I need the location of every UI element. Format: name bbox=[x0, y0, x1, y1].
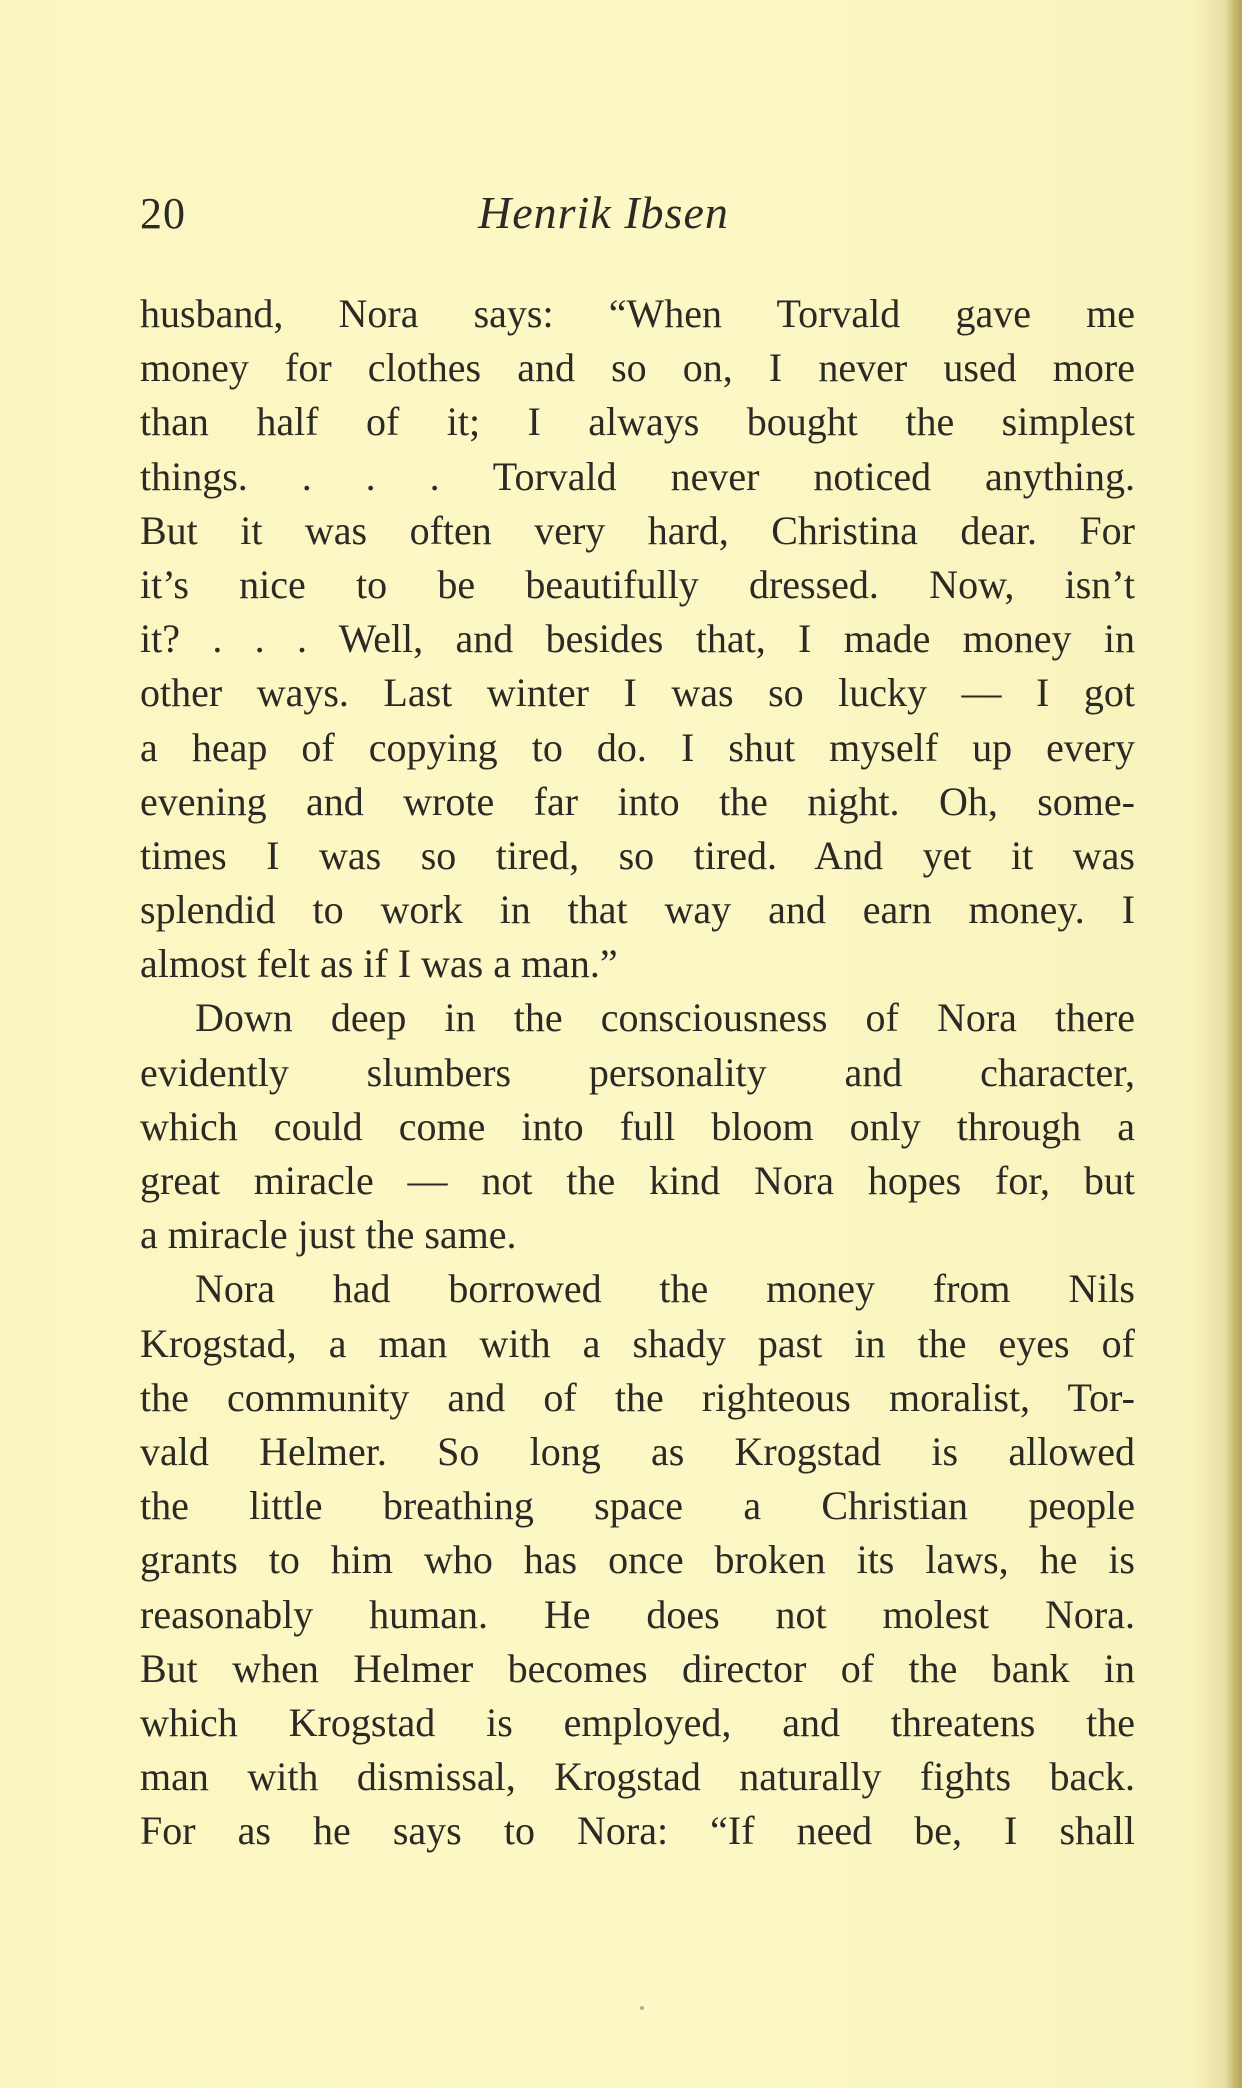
body-text bbox=[140, 287, 1135, 1858]
text-line: But when Helmer becomes director of the bank in bbox=[140, 1645, 1135, 1691]
text-line: which could come into full bloom only through a bbox=[140, 1103, 1135, 1149]
text-line: husband, Nora says: “When Torvald gave me bbox=[140, 291, 1135, 336]
text-line: the little breathing space a Christian people bbox=[140, 1483, 1135, 1529]
text-line: evening and wrote far into the night. Oh, some- bbox=[140, 778, 1135, 824]
text-line: Krogstad, a man with a shady past in the eyes of bbox=[140, 1320, 1135, 1366]
text-line: it? . . . Well, and besides that, I made money in bbox=[140, 616, 1135, 662]
text-line: great miracle — not the kind Nora hopes for, but bbox=[140, 1158, 1135, 1203]
text-line: evidently slumbers personality and character, bbox=[140, 1049, 1135, 1095]
text-line: splendid to work in that way and earn money. I bbox=[140, 887, 1135, 933]
text-line: other ways. Last winter I was so lucky — I got bbox=[140, 670, 1135, 716]
text-line: For as he says to Nora: “If need be, I shall bbox=[140, 1808, 1135, 1854]
text-line: a miracle just the same. bbox=[140, 1212, 517, 1258]
text-line: times I was so tired, so tired. And yet it was bbox=[140, 832, 1135, 878]
text-line: money for clothes and so on, I never used more bbox=[140, 345, 1135, 391]
text-line: reasonably human. He does not molest Nora. bbox=[140, 1591, 1135, 1637]
paragraph-start-line: Down deep in the consciousness of Nora there bbox=[195, 995, 1135, 1041]
text-line: almost felt as if I was a man.” bbox=[140, 941, 618, 987]
text-line: But it was often very hard, Christina dear. For bbox=[140, 507, 1135, 553]
text-line: a heap of copying to do. I shut myself up every bbox=[140, 724, 1135, 770]
text-line: the community and of the righteous moralist, Tor- bbox=[140, 1374, 1135, 1420]
text-line: man with dismissal, Krogstad naturally fights back. bbox=[140, 1754, 1135, 1800]
text-line: vald Helmer. So long as Krogstad is allowed bbox=[140, 1428, 1135, 1474]
text-line: than half of it; I always bought the simplest bbox=[140, 399, 1135, 445]
paragraph-start-line: Nora had borrowed the money from Nils bbox=[195, 1266, 1135, 1312]
text-line: it’s nice to be beautifully dressed. Now, isn’t bbox=[140, 561, 1135, 607]
text-line: which Krogstad is employed, and threatens the bbox=[140, 1699, 1135, 1745]
running-head bbox=[140, 188, 1140, 248]
text-line: grants to him who has once broken its laws, he is bbox=[140, 1537, 1135, 1583]
paper-speck bbox=[640, 2006, 644, 2010]
text-line: things. . . . Torvald never noticed anything. bbox=[140, 453, 1135, 499]
running-title: Henrik Ibsen bbox=[478, 187, 729, 238]
page-number: 20 bbox=[140, 189, 186, 238]
